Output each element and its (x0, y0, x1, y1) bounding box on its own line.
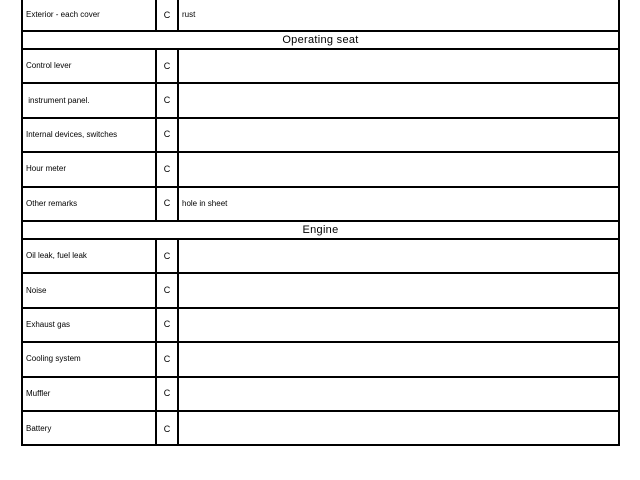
item-remark (179, 84, 618, 116)
item-name: Oil leak, fuel leak (23, 240, 157, 272)
item-grade: C (157, 0, 179, 30)
table-row-instrument-panel (23, 84, 618, 118)
item-remark (179, 50, 618, 82)
item-grade: C (157, 188, 179, 220)
item-remark (179, 343, 618, 375)
table-row-exterior-cover (23, 0, 618, 32)
table-row-exhaust-gas (23, 309, 618, 343)
item-remark (179, 412, 618, 446)
section-title: Operating seat (282, 34, 359, 46)
table-row-hour-meter (23, 153, 618, 187)
item-name: instrument panel. (23, 84, 157, 116)
item-name: Noise (23, 274, 157, 306)
item-grade: C (157, 50, 179, 82)
item-name: Control lever (23, 50, 157, 82)
item-remark (179, 274, 618, 306)
table-row-noise (23, 274, 618, 308)
section-title: Engine (302, 223, 339, 236)
table-row-internal-devices (23, 119, 618, 153)
table-row-other-remarks (23, 188, 618, 222)
item-grade: C (157, 119, 179, 151)
item-grade: C (157, 412, 179, 446)
item-remark (179, 378, 618, 410)
table-row-control-lever (23, 50, 618, 84)
item-name: Muffler (23, 378, 157, 410)
section-header-engine (23, 222, 618, 240)
item-grade: C (157, 343, 179, 375)
table-row-battery (23, 412, 618, 446)
item-name: Internal devices, switches (23, 119, 157, 151)
item-remark: hole in sheet (182, 198, 228, 208)
item-grade: C (157, 240, 179, 272)
item-grade: C (157, 274, 179, 306)
item-name: Exhaust gas (23, 309, 157, 341)
item-name: Other remarks (23, 188, 157, 220)
item-grade: C (157, 153, 179, 185)
item-remark (179, 153, 618, 185)
item-remark (179, 309, 618, 341)
table-row-muffler (23, 378, 618, 412)
item-grade: C (157, 309, 179, 341)
item-name: Exterior - each cover (23, 0, 157, 30)
item-name: Cooling system (23, 343, 157, 375)
item-grade: C (157, 378, 179, 410)
table-row-oil-fuel-leak (23, 240, 618, 274)
item-remark (179, 119, 618, 151)
item-grade: C (157, 84, 179, 116)
table-row-cooling-system (23, 343, 618, 377)
item-name: Battery (23, 412, 157, 446)
item-name: Hour meter (23, 153, 157, 185)
item-remark: rust (182, 10, 196, 19)
section-header-operating-seat (23, 32, 618, 50)
item-remark (179, 240, 618, 272)
inspection-table (21, 0, 620, 446)
